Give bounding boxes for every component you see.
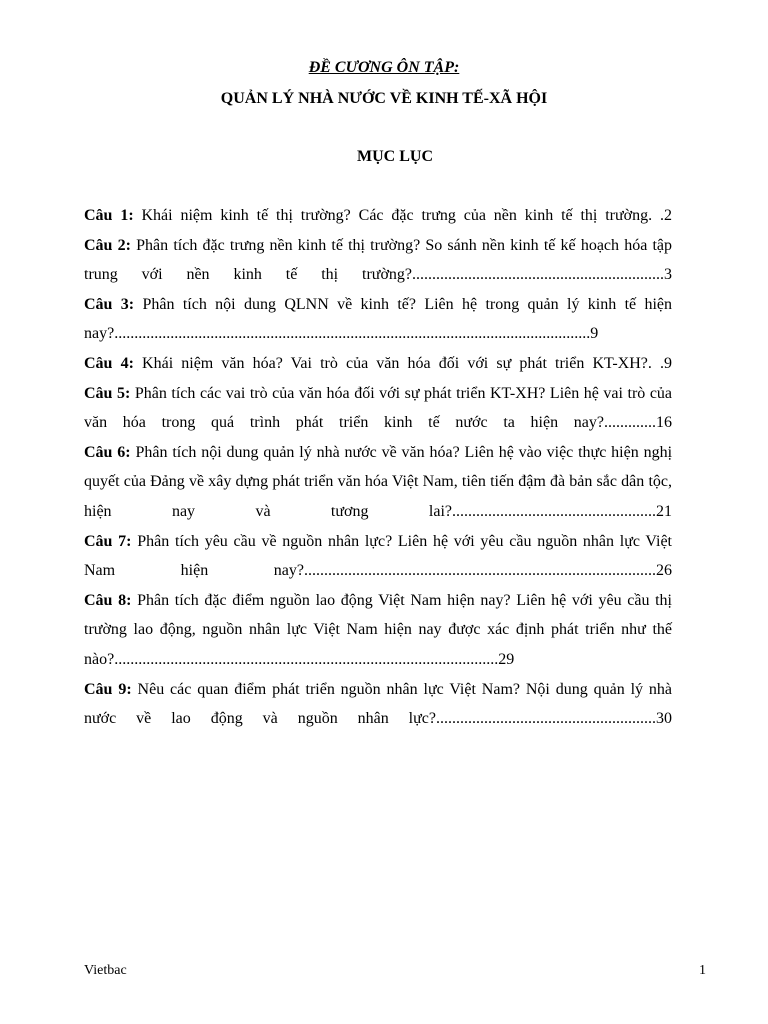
- footer-page-number: 1: [699, 963, 706, 978]
- toc-entry-label: Câu 8:: [84, 591, 132, 609]
- toc-entry-7[interactable]: [84, 527, 672, 586]
- toc-entry-text: Phân tích nội dung QLNN về kinh tế? Liên hệ trong quản lý kinh tế hiện nay?.......................................................................................................................9: [84, 295, 673, 343]
- toc-entry-label: Câu 4:: [84, 354, 134, 372]
- document-title: ĐỀ CƯƠNG ÔN TẬP:: [308, 59, 460, 76]
- toc-entry-label: Câu 6:: [84, 443, 131, 461]
- toc-entry-text: Phân tích đặc trưng nền kinh tế thị trường? So sánh nền kinh tế kế hoạch hóa tập trung với nền kinh tế thị trường?...............................................................3: [84, 236, 673, 284]
- toc-entry-label: Câu 3:: [84, 295, 135, 313]
- toc-entry-1[interactable]: [84, 201, 672, 231]
- toc-entry-5[interactable]: [84, 379, 672, 438]
- toc-entry-4[interactable]: [84, 349, 672, 379]
- toc-entry-text: Khái niệm văn hóa? Vai trò của văn hóa đối với sự phát triển KT-XH?. .9: [142, 354, 672, 372]
- document-subtitle: QUẢN LÝ NHÀ NƯỚC VỀ KINH TẾ-XÃ HỘI: [220, 90, 548, 107]
- toc-entry-text: Khái niệm kinh tế thị trường? Các đặc trưng của nền kinh tế thị trường. .2: [141, 207, 672, 224]
- toc-entry-label: Câu 5:: [84, 384, 131, 402]
- toc-heading: MỤC LỤC: [357, 148, 433, 165]
- toc-entry-9[interactable]: [84, 675, 672, 734]
- toc-entry-text: Phân tích nội dung quản lý nhà nước về văn hóa? Liên hệ vào việc thực hiện nghị quyết của Đảng về xây dựng phát triển văn hóa Việt Nam, tiên tiến đậm đà bản sắc dân tộc, hiện nay và tương lai?...................................................21: [84, 443, 673, 520]
- toc-entry-text: Phân tích yêu cầu về nguồn nhân lực? Liên hệ với yêu cầu nguồn nhân lực Việt Nam hiện nay?........................................................................................26: [84, 532, 673, 580]
- table-of-contents: [84, 201, 672, 734]
- toc-entry-label: Câu 1:: [84, 207, 134, 224]
- toc-entry-2[interactable]: [84, 231, 672, 290]
- toc-entry-6[interactable]: [84, 438, 672, 527]
- toc-entry-text: Phân tích đặc điểm nguồn lao động Việt Nam hiện nay? Liên hệ với yêu cầu thị trường lao động, nguồn nhân lực Việt Nam hiện nay được xác định phát triển như thế nào?................................................................................................29: [84, 591, 672, 668]
- toc-entry-text: Nêu các quan điểm phát triển nguồn nhân lực Việt Nam? Nội dung quản lý nhà nước về lao động và nguồn nhân lực?.......................................................30: [84, 680, 673, 728]
- toc-entry-label: Câu 9:: [84, 680, 132, 698]
- toc-entry-label: Câu 7:: [84, 532, 132, 550]
- toc-entry-label: Câu 2:: [84, 236, 131, 254]
- toc-entry-text: Phân tích các vai trò của văn hóa đối với sự phát triển KT-XH? Liên hệ vai trò của văn hóa trong quá trình phát triển kinh tế nước ta hiện nay?.............16: [84, 384, 673, 432]
- toc-entry-8[interactable]: [84, 586, 672, 675]
- footer-author: Vietbac: [84, 963, 127, 978]
- toc-entry-3[interactable]: [84, 290, 672, 349]
